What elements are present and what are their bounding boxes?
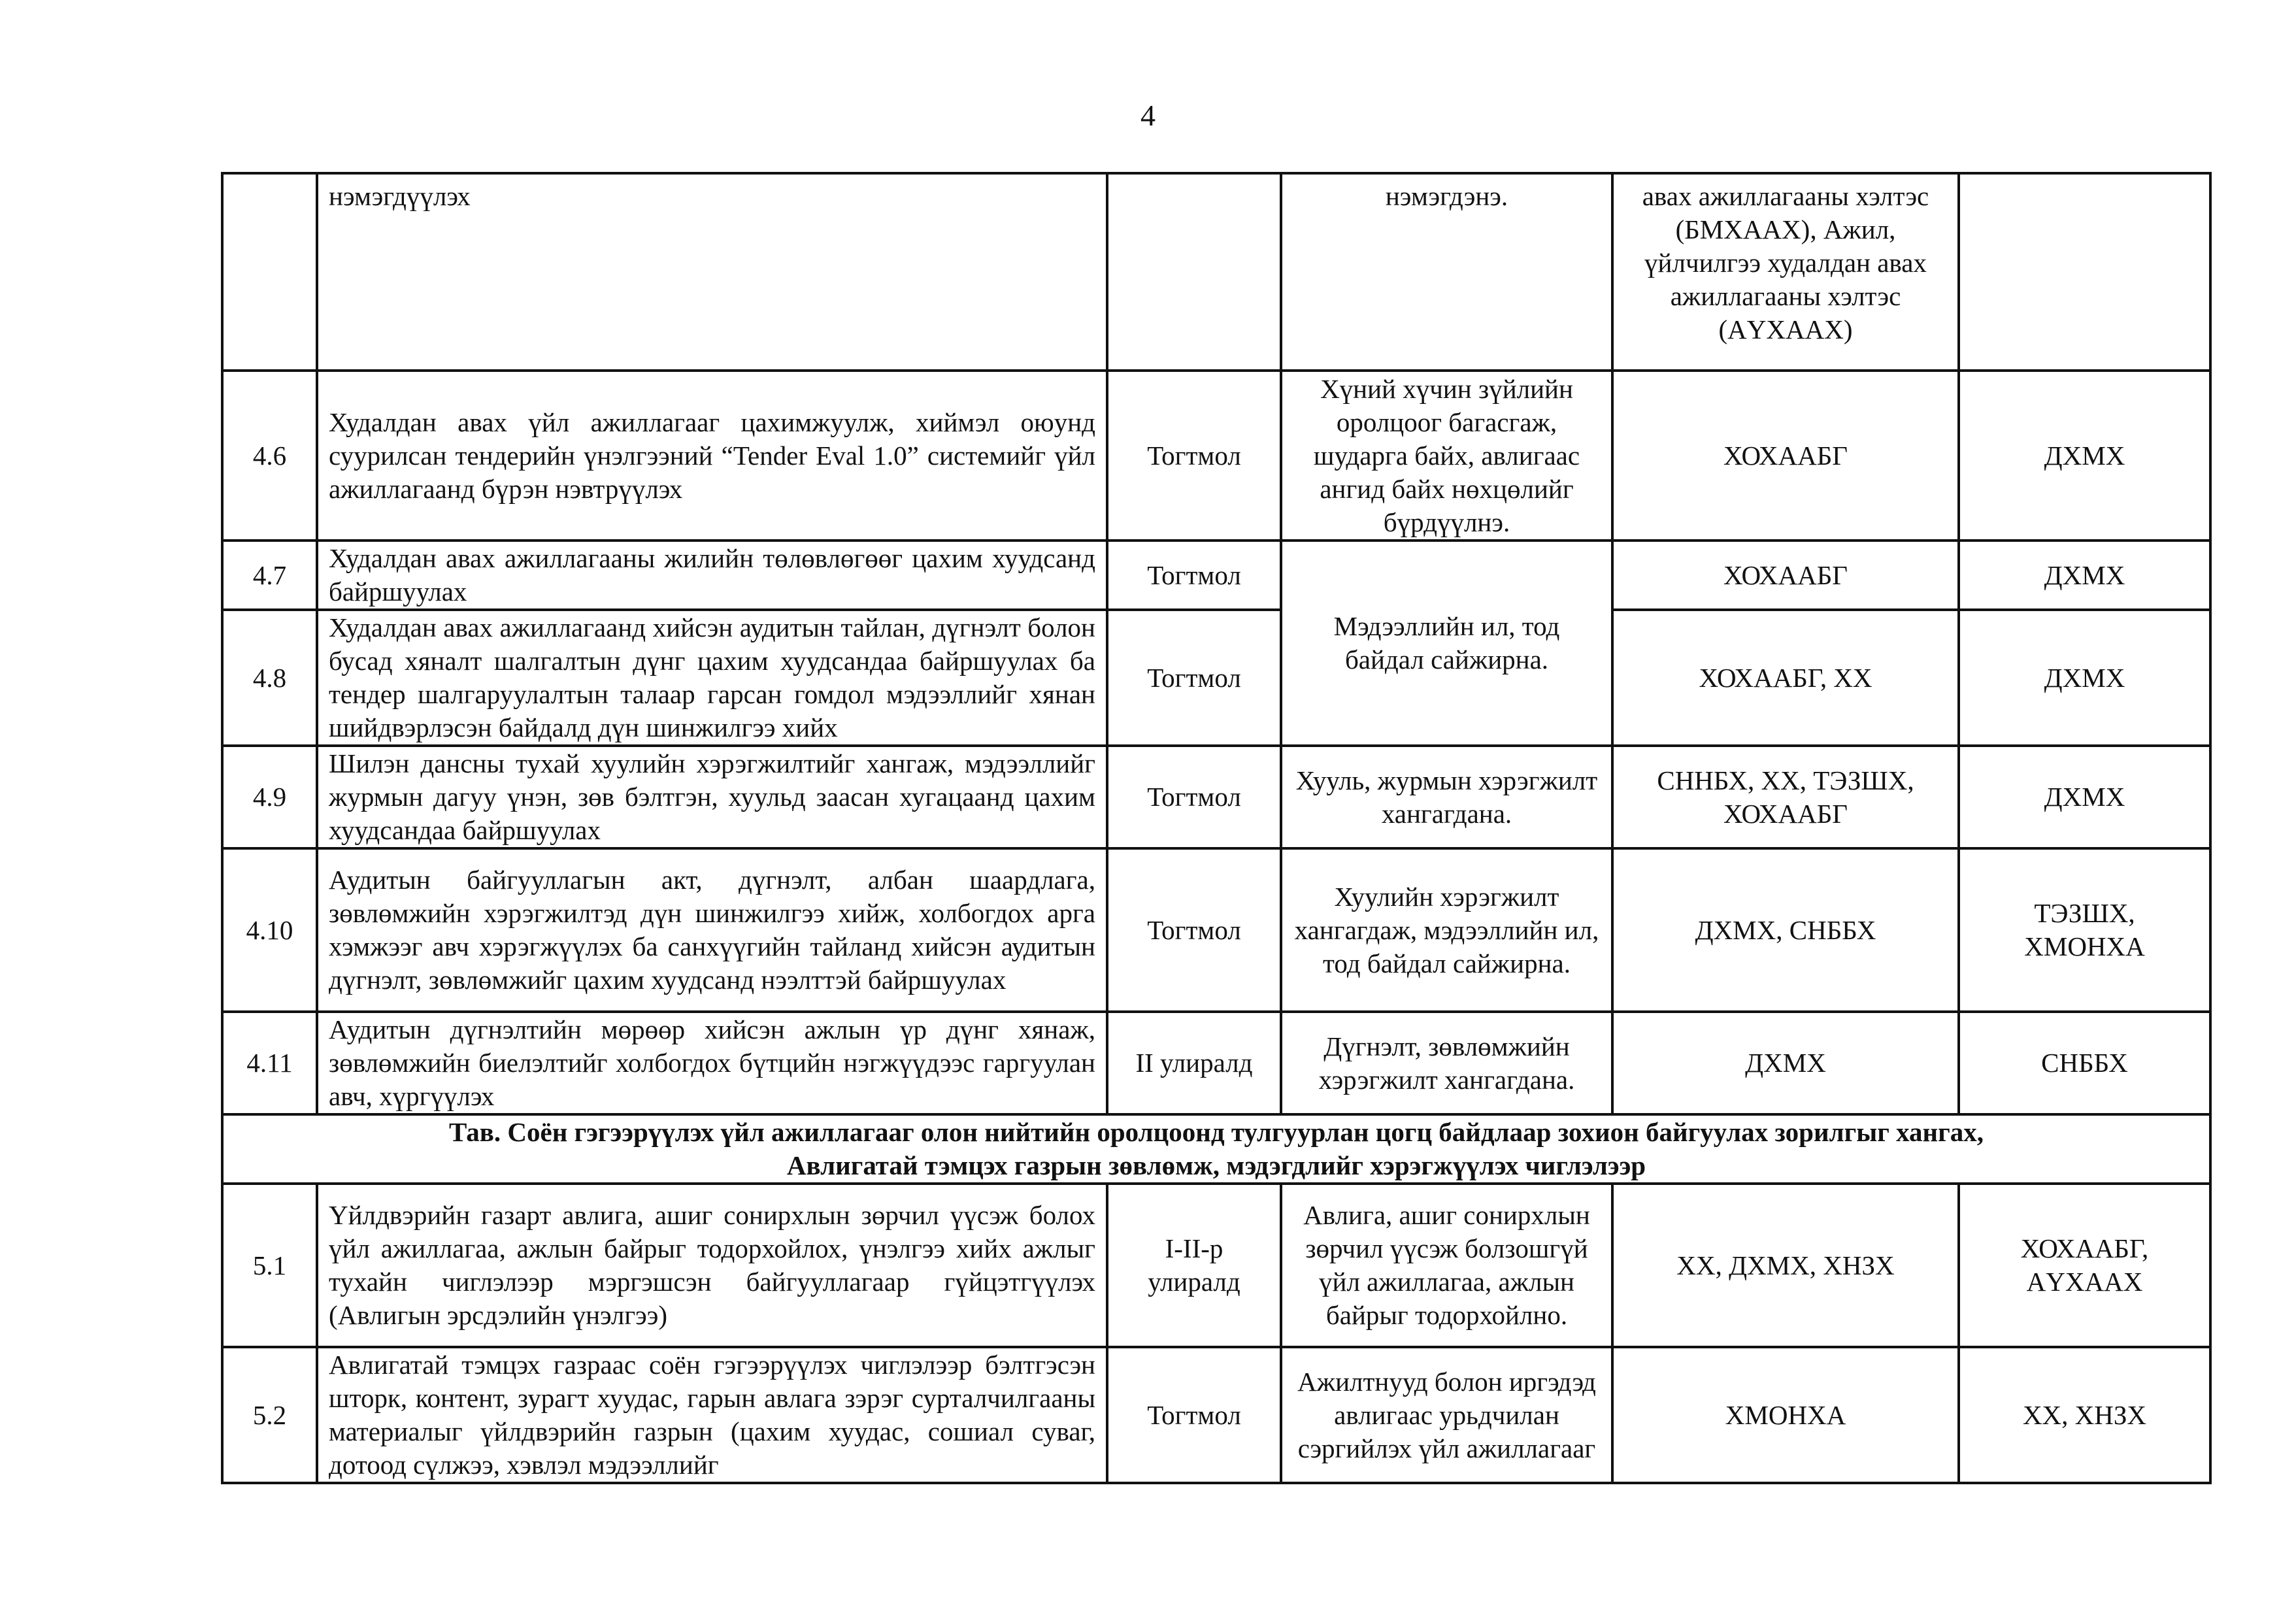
table-row [222, 848, 2210, 1012]
responsible-cell: ХМОНХА [1612, 1347, 1959, 1483]
responsible-cell: ХОХААБГ, ХХ [1612, 610, 1959, 746]
section-header-line2: Авлигатай тэмцэх газрын зөвлөмж, мэдэгдлийг хэрэгжүүлэх чиглэлээр [786, 1150, 1646, 1180]
table-row [222, 371, 2210, 541]
row-number: 4.8 [222, 610, 317, 746]
cooperating-cell: ДХМХ [1959, 541, 2210, 610]
task-cell: Шилэн дансны тухай хуулийн хэрэгжилтийг хангаж, мэдээллийг журмын дагуу үнэн, зөв бэлтгэн, хуульд заасан хугацаанд цахим хуудсандаа байршуулах [317, 746, 1107, 848]
table-row [222, 610, 2210, 746]
responsible-cell: ХОХААБГ [1612, 371, 1959, 541]
task-cell: нэмэгдүүлэх [317, 173, 1107, 371]
result-cell: Мэдээллийн ил, тод байдал сайжирна. [1281, 541, 1612, 746]
responsible-cell: ДХМХ [1612, 1012, 1959, 1114]
period-cell: Тогтмол [1107, 848, 1281, 1012]
responsible-cell: СННБХ, ХХ, ТЭЗШХ, ХОХААБГ [1612, 746, 1959, 848]
cooperating-cell: ТЭЗШХ, ХМОНХА [1959, 848, 2210, 1012]
table-row [222, 1012, 2210, 1114]
cooperating-cell [1959, 173, 2210, 371]
period-cell [1107, 173, 1281, 371]
task-cell: Аудитын дүгнэлтийн мөрөөр хийсэн ажлын үр дүнг хянаж, зөвлөмжийн биелэлтийг холбогдох бүтцийн нэгжүүдээс гаргуулан авч, хүргүүлэх [317, 1012, 1107, 1114]
period-cell: Тогтмол [1107, 1347, 1281, 1483]
page-number: 4 [1140, 99, 1156, 132]
responsible-cell: авах ажиллагааны хэлтэс (БМХААХ), Ажил, үйлчилгээ худалдан авах ажиллагааны хэлтэс (АҮХААХ) [1612, 173, 1959, 371]
section-header [222, 1114, 2210, 1184]
row-number: 4.10 [222, 848, 317, 1012]
table-row-continued [222, 173, 2210, 371]
task-cell: Худалдан авах ажиллагаанд хийсэн аудитын тайлан, дүгнэлт болон бусад хяналт шалгалтын дүнг цахим хуудсандаа байршуулах ба тендер шалгаруулалтын талаар гарсан гомдол мэдээллийг хянан шийдвэрлэсэн байдалд дүн шинжилгээ хийх [317, 610, 1107, 746]
cooperating-cell: ХОХААБГ, АҮХААХ [1959, 1184, 2210, 1347]
task-cell: Худалдан авах үйл ажиллагааг цахимжуулж, хиймэл оюунд суурилсан тендерийн үнэлгээний “Tender Eval 1.0” системийг үйл ажиллагаанд бүрэн нэвтрүүлэх [317, 371, 1107, 541]
result-cell: Дүгнэлт, зөвлөмжийн хэрэгжилт хангагдана. [1281, 1012, 1612, 1114]
row-number: 4.11 [222, 1012, 317, 1114]
result-cell: Хуулийн хэрэгжилт хангагдаж, мэдээллийн ил, тод байдал сайжирна. [1281, 848, 1612, 1012]
row-number: 4.9 [222, 746, 317, 848]
row-number: 5.1 [222, 1184, 317, 1347]
task-cell: Үйлдвэрийн газарт авлига, ашиг сонирхлын зөрчил үүсэж болох үйл ажиллагаа, ажлын байрыг тодорхойлох, үнэлгээ хийх ажлыг тухайн чиглэлээр мэргэшсэн байгууллагаар гүйцэтгүүлэх (Авлигын эрсдэлийн үнэлгээ) [317, 1184, 1107, 1347]
section-header-row [222, 1114, 2210, 1184]
result-cell: Хүний хүчин зүйлийн оролцоог багасгаж, шударга байх, авлигаас ангид байх нөхцөлийг бүрдүүлнэ. [1281, 371, 1612, 541]
action-plan-table [221, 172, 2212, 1484]
cooperating-cell: ХХ, ХНЗХ [1959, 1347, 2210, 1483]
period-cell: I-II-р улиралд [1107, 1184, 1281, 1347]
table-row [222, 1184, 2210, 1347]
table-row [222, 1347, 2210, 1483]
table-row [222, 541, 2210, 610]
result-cell: Авлига, ашиг сонирхлын зөрчил үүсэж болзошгүй үйл ажиллагаа, ажлын байрыг тодорхойлно. [1281, 1184, 1612, 1347]
cooperating-cell: ДХМХ [1959, 610, 2210, 746]
period-cell: Тогтмол [1107, 610, 1281, 746]
responsible-cell: ХОХААБГ [1612, 541, 1959, 610]
result-cell: Хууль, журмын хэрэгжилт хангагдана. [1281, 746, 1612, 848]
period-cell: Тогтмол [1107, 371, 1281, 541]
table-row [222, 746, 2210, 848]
result-cell: Ажилтнууд болон иргэдэд авлигаас урьдчилан сэргийлэх үйл ажиллагааг [1281, 1347, 1612, 1483]
responsible-cell: ХХ, ДХМХ, ХНЗХ [1612, 1184, 1959, 1347]
responsible-cell: ДХМХ, СНББХ [1612, 848, 1959, 1012]
period-cell: II улиралд [1107, 1012, 1281, 1114]
period-cell: Тогтмол [1107, 541, 1281, 610]
task-cell: Аудитын байгууллагын акт, дүгнэлт, албан шаардлага, зөвлөмжийн хэрэгжилтэд дүн шинжилгээ хийж, холбогдох арга хэмжээг авч хэрэгжүүлэх ба санхүүгийн тайланд хийсэн аудитын дүгнэлт, зөвлөмжийг цахим хуудсанд нээлттэй байршуулах [317, 848, 1107, 1012]
cooperating-cell: ДХМХ [1959, 371, 2210, 541]
task-cell: Худалдан авах ажиллагааны жилийн төлөвлөгөөг цахим хуудсанд байршуулах [317, 541, 1107, 610]
period-cell: Тогтмол [1107, 746, 1281, 848]
task-cell: Авлигатай тэмцэх газраас соён гэгээрүүлэх чиглэлээр бэлтгэсэн шторк, контент, зурагт хуудас, гарын авлага зэрэг сурталчилгааны материалыг үйлдвэрийн газрын (цахим хуудас, сошиал суваг, дотоод сүлжээ, хэвлэл мэдээллийг [317, 1347, 1107, 1483]
cooperating-cell: ДХМХ [1959, 746, 2210, 848]
row-number: 4.6 [222, 371, 317, 541]
section-header-line1: Тав. Соён гэгээрүүлэх үйл ажиллагааг олон нийтийн оролцоонд тулгуурлан цогц байдлаар зохион байгуулах зорилгыг хангах, [448, 1117, 1984, 1147]
result-cell: нэмэгдэнэ. [1281, 173, 1612, 371]
row-number: 5.2 [222, 1347, 317, 1483]
cooperating-cell: СНББХ [1959, 1012, 2210, 1114]
row-number [222, 173, 317, 371]
row-number: 4.7 [222, 541, 317, 610]
